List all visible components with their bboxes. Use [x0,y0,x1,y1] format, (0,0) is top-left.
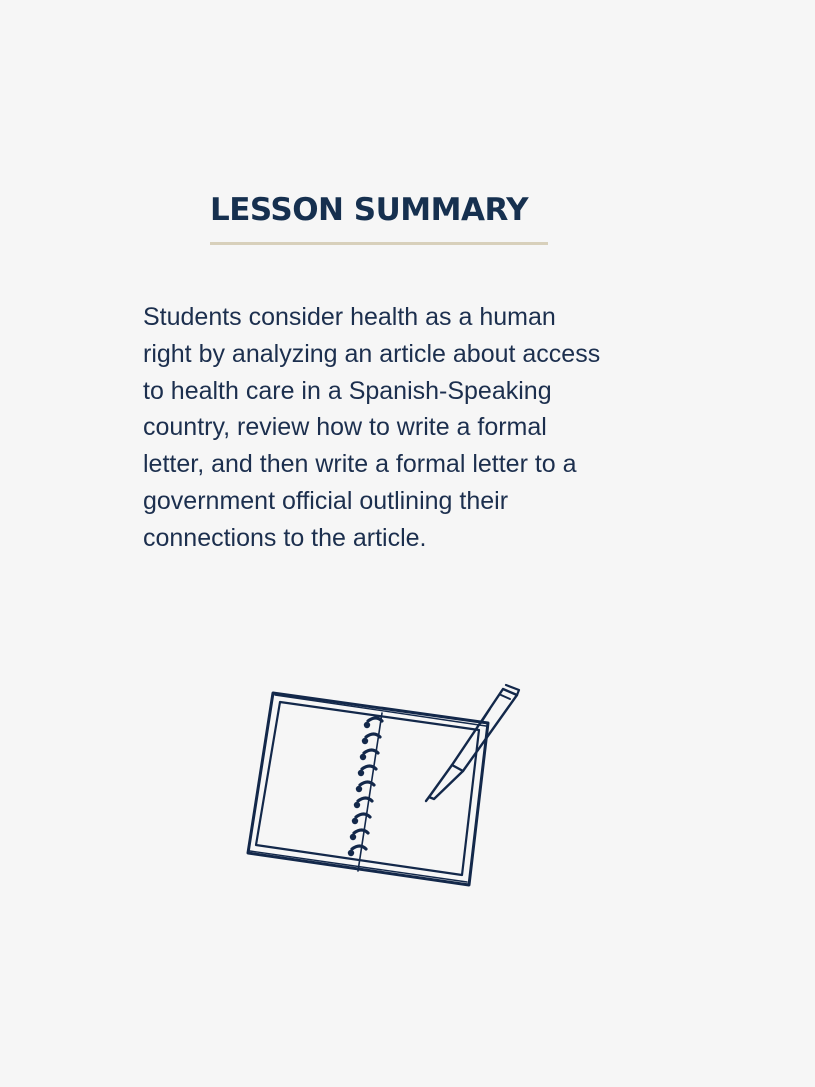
summary-text: Students consider health as a human right by analyzing an article about access to health care in a Spanish-Speaking country, review how to write a formal letter, and then write a formal letter to a government official outlining their connections to the article. [143,303,601,552]
spiral-holes [348,722,370,856]
page-title: LESSON SUMMARY [210,192,529,228]
title-underline [210,242,548,245]
notebook-with-pen-icon [240,675,530,895]
